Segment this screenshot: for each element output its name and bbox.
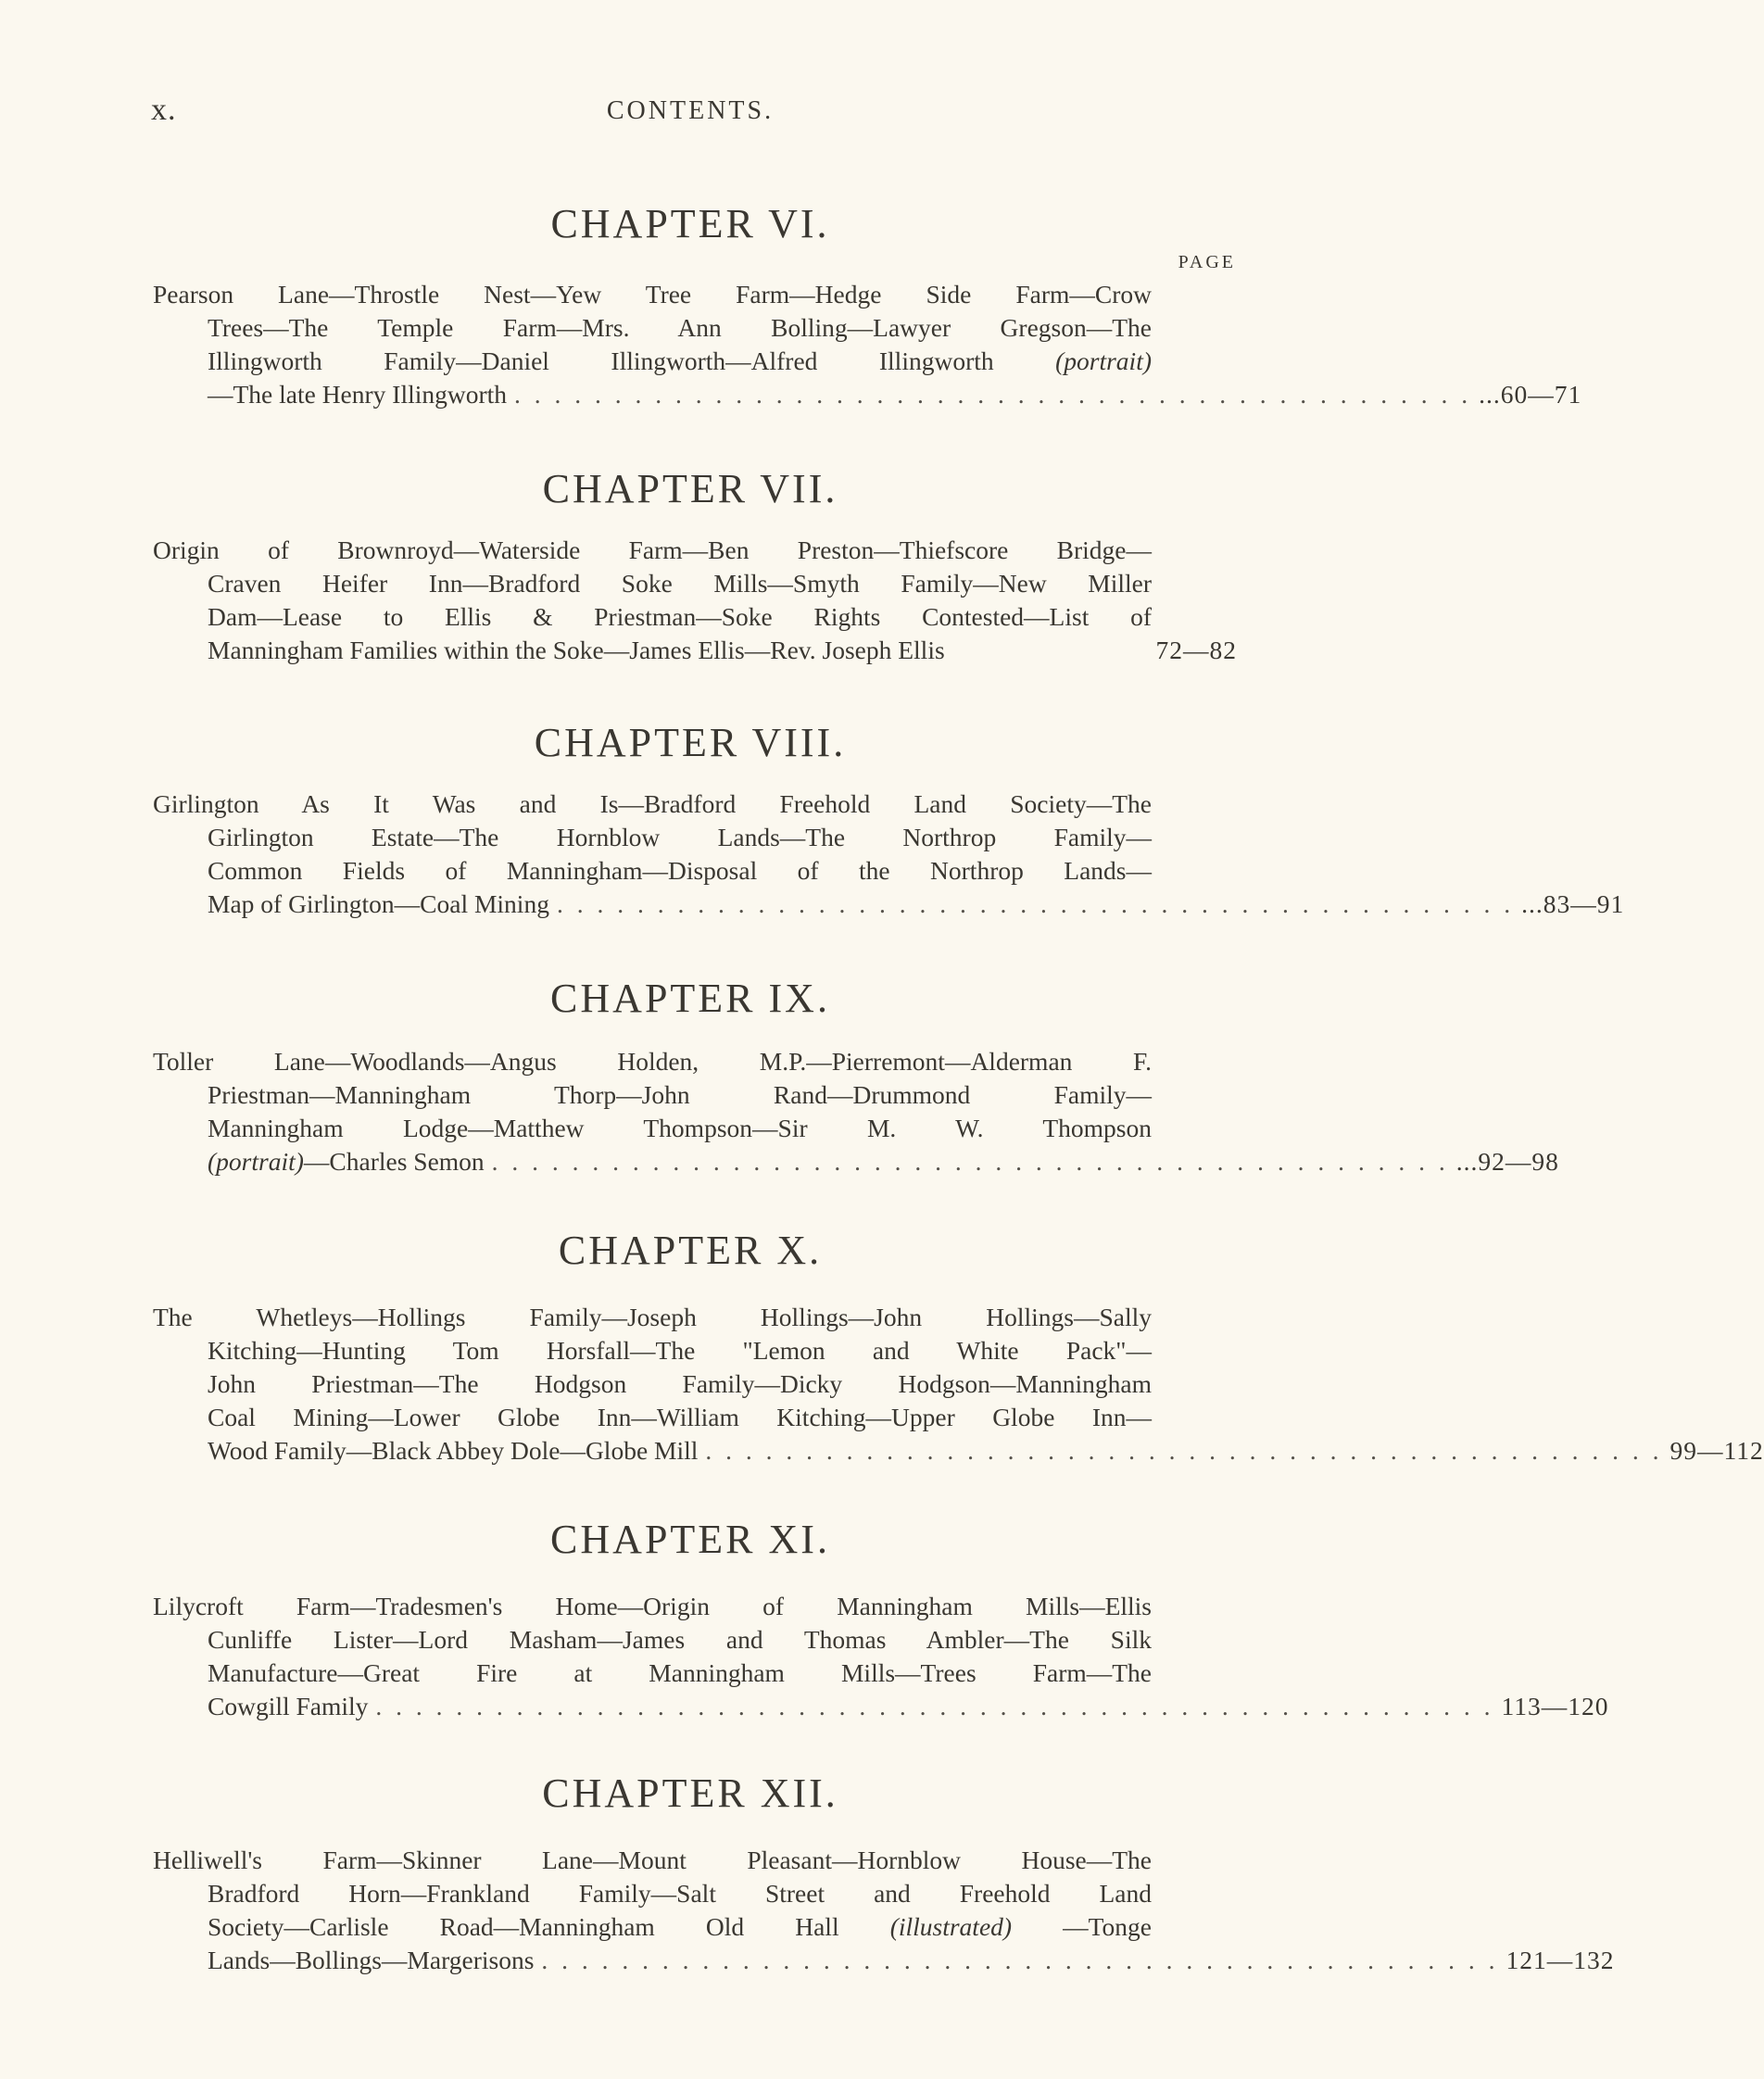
chapter-title: CHAPTER XII. (542, 1770, 838, 1816)
page-range: 121—132 (1506, 1946, 1615, 1974)
dot-leader: . . . . . . . . . . . . . . . . . . . . . . . . . . . . . . . . . . . . . . . . . . . . . . . . . . . . . . . . (375, 1692, 1494, 1720)
entry-line (153, 1434, 1764, 1468)
chapter-entry (153, 1590, 1609, 1723)
page-range: 72—82 (1155, 636, 1237, 664)
dot-leader: . . . . . . . . . . . . . . . . . . . . . . . . . . . . . . . . . . . . . . . . . . . . . . . . (556, 889, 1515, 918)
entry-line-text: Manningham Families within the Soke—James Ellis—Rev. Joseph Ellis (208, 636, 945, 664)
entry-line (153, 1944, 1615, 1977)
entry-line-text: —The late Henry Illingworth (208, 380, 508, 409)
dot-leader: . . . . . . . . . . . . . . . . . . . . . . . . . . . . . . . . . . . . . . . . . . . . . . . . (491, 1147, 1449, 1176)
entry-line: Manufacture—Great Fire at Manningham Mills—Trees Farm—The (208, 1658, 1152, 1687)
page-number: x. (151, 93, 177, 127)
entry-line: Girlington Estate—The Hornblow Lands—The Northrop Family— (208, 823, 1152, 851)
entry-line (153, 1145, 1559, 1178)
dot-leader: . . . . . . . . . . . . . . . . . . . . . . . . . . . . . . . . . . . . . . . . . . . . . . . . (514, 380, 1472, 409)
chapter-title: CHAPTER X. (558, 1228, 823, 1273)
entry-line: Coal Mining—Lower Globe Inn—William Kitching—Upper Globe Inn— (208, 1403, 1152, 1431)
entry-line-text: Illingworth Family—Daniel Illingworth—Alfred Illingworth (208, 346, 994, 375)
entry-line (153, 1910, 1237, 1944)
page-range: ...83—91 (1521, 889, 1625, 918)
running-head: CONTENTS. (606, 96, 775, 125)
chapter-entry (153, 1045, 1559, 1178)
entry-line: Common Fields of Manningham—Disposal of the Northrop Lands— (208, 856, 1152, 885)
entry-line (153, 345, 1237, 378)
entry-line: Dam—Lease to Ellis & Priestman—Soke Rights Contested—List of (208, 602, 1152, 631)
entry-line-text (208, 1145, 485, 1178)
dot-leader: . . . . . . . . . . . . . . . . . . . . . . . . . . . . . . . . . . . . . . . . . . . . . . . . (705, 1436, 1663, 1465)
page-column-label: PAGE (1178, 252, 1236, 272)
chapter-entry (153, 278, 1582, 411)
entry-line-text: Society—Carlisle Road—Manningham Old Hall (208, 1912, 839, 1941)
entry-line: Cunliffe Lister—Lord Masham—James and Thomas Ambler—The Silk (208, 1625, 1152, 1654)
entry-line: Girlington As It Was and Is—Bradford Freehold Land Society—The (153, 789, 1152, 818)
chapter-entry (153, 788, 1625, 921)
chapter-title: CHAPTER XI. (550, 1517, 830, 1562)
entry-line (153, 634, 1237, 667)
page-header (0, 93, 1292, 130)
entry-line: Toller Lane—Woodlands—Angus Holden, M.P.—Pierremont—Alderman F. (153, 1047, 1152, 1076)
entry-line: Kitching—Hunting Tom Horsfall—The "Lemon and White Pack"— (208, 1336, 1152, 1365)
chapter-title: CHAPTER VI. (550, 201, 830, 246)
entry-line: Helliwell's Farm—Skinner Lane—Mount Pleasant—Hornblow House—The (153, 1846, 1152, 1874)
dot-leader: . . . . . . . . . . . . . . . . . . . . . . . . . . . . . . . . . . . . . . . . . . . . . . . . (541, 1946, 1499, 1974)
chapter-title: CHAPTER VIII. (534, 720, 847, 765)
entry-line: John Priestman—The Hodgson Family—Dicky Hodgson—Manningham (208, 1369, 1152, 1398)
entry-line (153, 378, 1582, 411)
entry-line-text: Map of Girlington—Coal Mining (208, 889, 549, 918)
entry-line-text: Wood Family—Black Abbey Dole—Globe Mill (208, 1436, 699, 1465)
page-range: ...60—71 (1479, 380, 1582, 409)
page-range: 113—120 (1501, 1692, 1609, 1720)
portrait-note: (portrait) (208, 1147, 304, 1176)
chapter-entry (153, 1844, 1615, 1977)
page-range: 99—112 (1670, 1436, 1764, 1465)
entry-line: Origin of Brownroyd—Waterside Farm—Ben Preston—Thiefscore Bridge— (153, 536, 1152, 564)
chapter-entry (153, 534, 1237, 667)
entry-line-text: Cowgill Family (208, 1692, 369, 1720)
entry-line (153, 888, 1625, 921)
illustrated-note: (illustrated) (889, 1912, 1013, 1941)
entry-line-text: Lands—Bollings—Margerisons (208, 1946, 535, 1974)
entry-line: Manningham Lodge—Matthew Thompson—Sir M. W. Thompson (208, 1114, 1152, 1142)
chapter-entry (153, 1301, 1764, 1468)
entry-line: Priestman—Manningham Thorp—John Rand—Drummond Family— (208, 1080, 1152, 1109)
entry-line: Craven Heifer Inn—Bradford Soke Mills—Smyth Family—New Miller (208, 569, 1152, 598)
portrait-note: (portrait) (1055, 346, 1152, 375)
entry-line: Pearson Lane—Throstle Nest—Yew Tree Farm—Hedge Side Farm—Crow (153, 280, 1152, 309)
entry-line: Trees—The Temple Farm—Mrs. Ann Bolling—Lawyer Gregson—The (208, 313, 1152, 342)
entry-line: Bradford Horn—Frankland Family—Salt Street and Freehold Land (208, 1879, 1152, 1908)
entry-line: Lilycroft Farm—Tradesmen's Home—Origin of Manningham Mills—Ellis (153, 1592, 1152, 1620)
entry-line: The Whetleys—Hollings Family—Joseph Hollings—John Hollings—Sally (153, 1303, 1152, 1331)
entry-line-text: —Tonge (1063, 1912, 1153, 1941)
chapter-title: CHAPTER VII. (542, 466, 838, 511)
page-range: ...92—98 (1455, 1147, 1559, 1176)
entry-line-text: —Charles Semon (303, 1147, 485, 1176)
chapter-title: CHAPTER IX. (550, 976, 830, 1021)
entry-line (153, 1690, 1609, 1723)
